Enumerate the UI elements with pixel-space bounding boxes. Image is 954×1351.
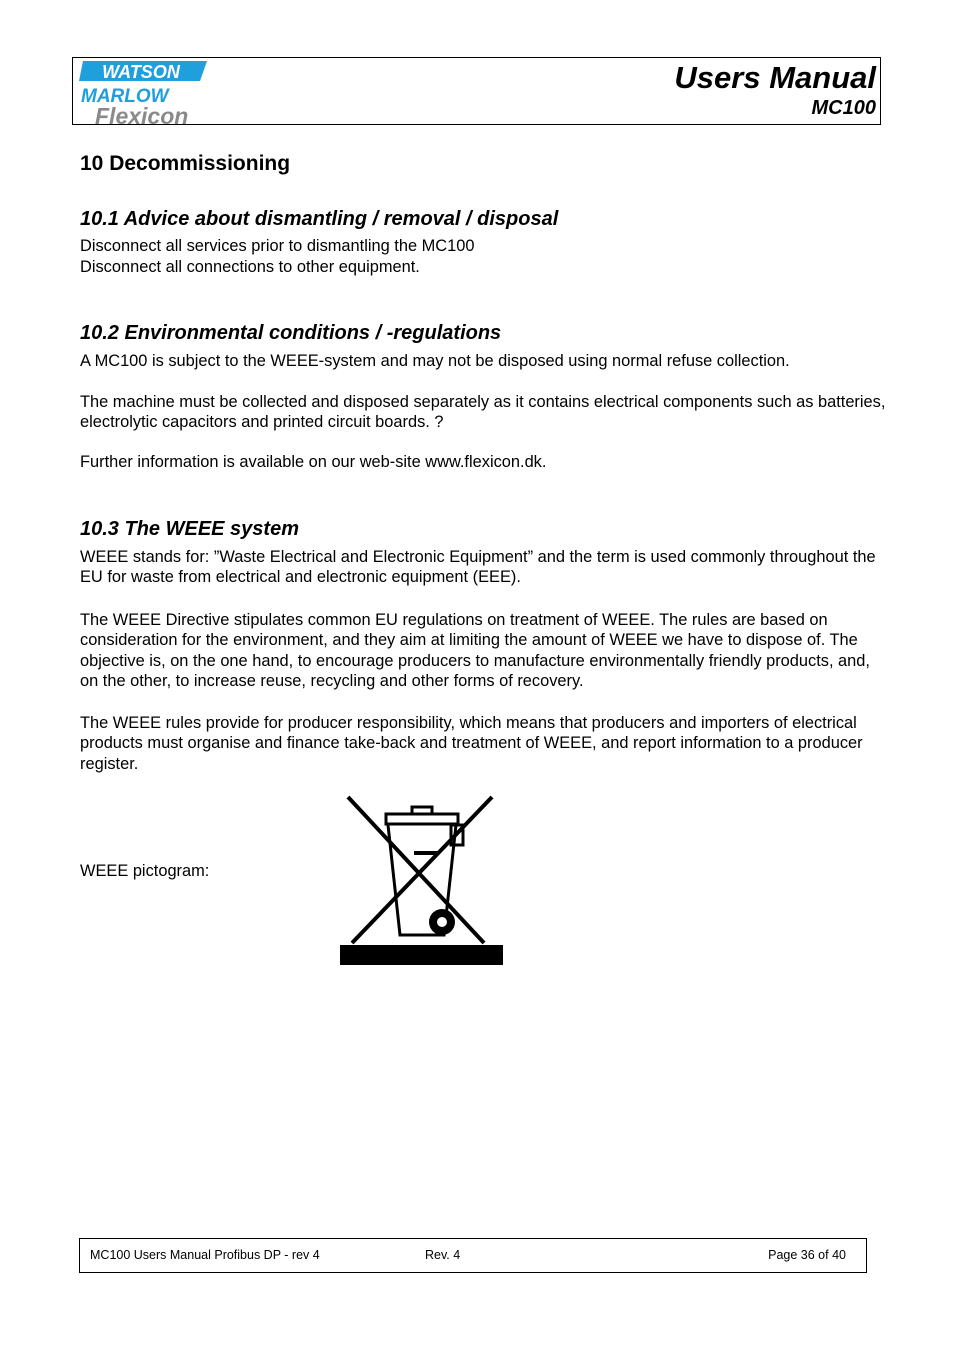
subsection-heading-10-1: 10.1 Advice about dismantling / removal / disposal xyxy=(80,208,559,230)
page-header xyxy=(72,57,881,125)
footer-document-name: MC100 Users Manual Profibus DP - rev 4 xyxy=(90,1248,320,1262)
subsection-heading-10-3: 10.3 The WEEE system xyxy=(80,518,299,540)
dismantling-line-2: Disconnect all connections to other equipment. xyxy=(80,258,420,276)
page-footer xyxy=(79,1238,867,1273)
dismantling-line-1: Disconnect all services prior to dismantling the MC100 xyxy=(80,237,475,255)
section-heading: 10 Decommissioning xyxy=(80,152,291,175)
crossed-out-wheelie-bin-icon xyxy=(338,795,504,967)
logo-line2: MARLOW xyxy=(81,86,169,107)
watson-marlow-flexicon-logo xyxy=(79,60,209,124)
document-title: Users Manual xyxy=(674,60,876,95)
weee-paragraph-2: The WEEE Directive stipulates common EU regulations on treatment of WEEE. The rules are based on consideration for the environment, and they aim at limiting the amount of WEEE we have to dispose of. The objective is, on the one hand, to encourage producers to manufacture environmentally friendly products, and, on the other, to increase reuse, recycling and other forms of recovery. xyxy=(80,611,870,691)
environment-paragraph-2: The machine must be collected and disposed separately as it contains electrical components such as batteries, electrolytic capacitors and printed circuit boards. ? xyxy=(80,393,886,432)
environment-paragraph-1: A MC100 is subject to the WEEE-system and may not be disposed using normal refuse collection. xyxy=(80,352,790,370)
logo-line3: Flexicon xyxy=(95,103,189,124)
weee-pictogram-label: WEEE pictogram: xyxy=(80,862,210,880)
environment-paragraph-3: Further information is available on our web-site www.flexicon.dk. xyxy=(80,453,547,471)
weee-paragraph-1: WEEE stands for: ”Waste Electrical and Electronic Equipment” and the term is used commonly throughout the EU for waste from electrical and electronic equipment (EEE). xyxy=(80,548,876,587)
document-model: MC100 xyxy=(811,97,876,119)
subsection-heading-10-2: 10.2 Environmental conditions / -regulations xyxy=(80,322,502,344)
footer-page-number: Page 36 of 40 xyxy=(768,1248,846,1262)
footer-revision: Rev. 4 xyxy=(425,1248,461,1262)
logo-line1: WATSON xyxy=(102,62,180,82)
weee-paragraph-3: The WEEE rules provide for producer responsibility, which means that producers and importers of electrical products must organise and finance take-back and treatment of WEEE, and report information to a producer register. xyxy=(80,714,863,773)
